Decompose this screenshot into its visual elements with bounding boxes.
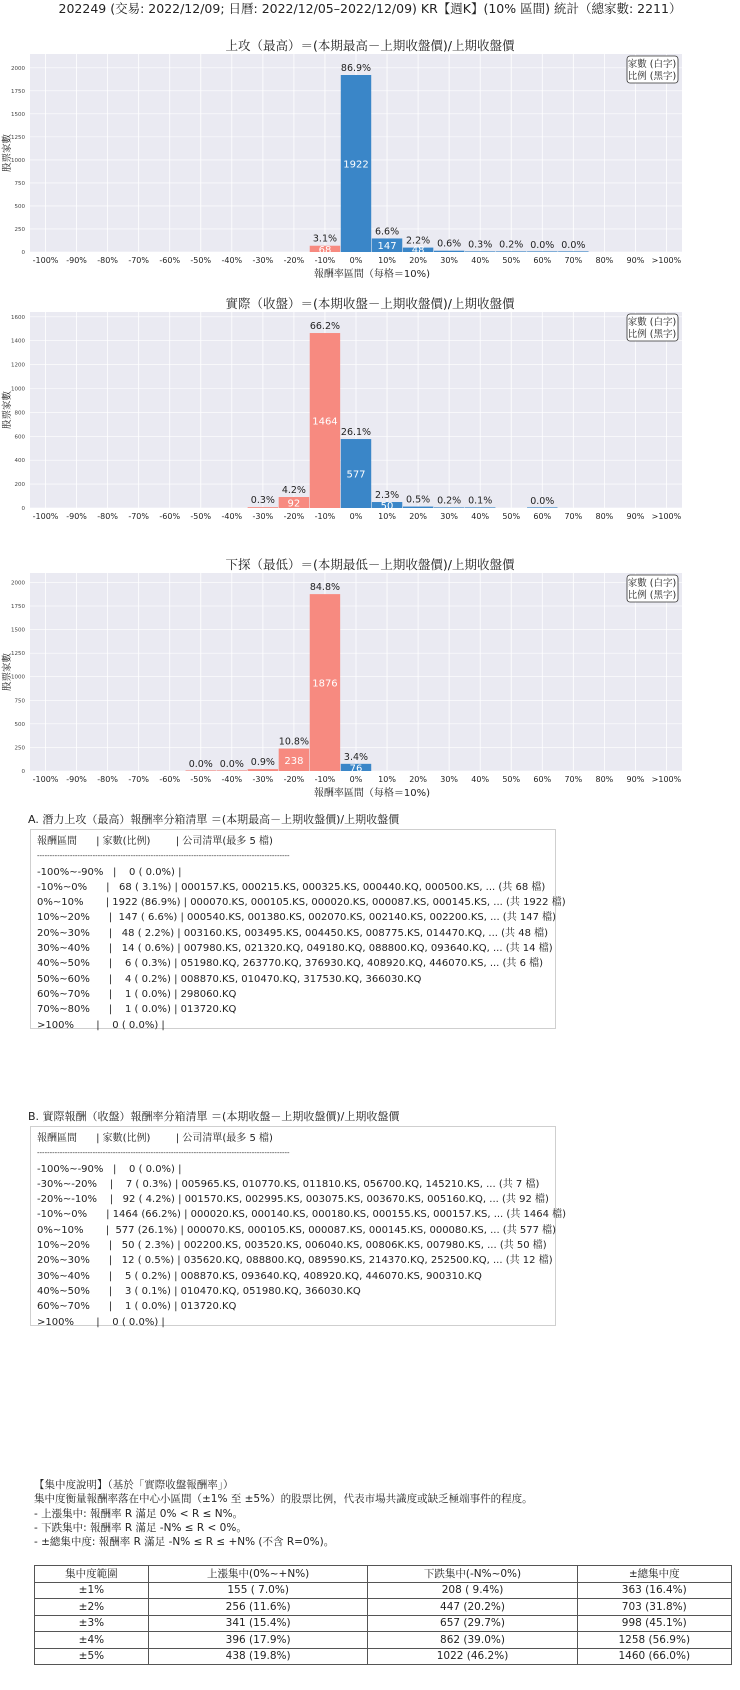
x-tick-label: -50% (190, 256, 212, 265)
y-tick-label: 0 (21, 250, 25, 256)
x-tick-label: -40% (221, 256, 243, 265)
x-tick-label: 20% (409, 775, 427, 784)
x-tick-label: 80% (595, 512, 614, 521)
x-tick-label: -100% (32, 256, 59, 265)
y-tick-label: 0 (21, 506, 25, 512)
legend (627, 575, 678, 602)
table-cell: 862 (39.0%) (368, 1632, 577, 1649)
list-line: 10%~20% | 147 ( 6.6%) | 000540.KS, 001380.KS, 002070.KS, 002140.KS, 002200.KS, ... (共 147 檔) (37, 912, 557, 924)
list-line: -10%~0% | 68 ( 3.1%) | 000157.KS, 000215.KS, 000325.KS, 000440.KQ, 000500.KS, ... (共 68 檔) (37, 881, 546, 893)
percent-label: 26.1% (340, 427, 372, 439)
x-axis-label: 報酬率區間（每格＝10%) (313, 788, 431, 799)
x-tick-label: 20% (409, 512, 427, 521)
x-tick-label: 30% (440, 512, 459, 521)
x-tick-label: -80% (97, 512, 118, 521)
table-cell: 208 ( 9.4%) (368, 1582, 577, 1599)
x-tick-label: 0% (349, 256, 363, 265)
bar (434, 251, 464, 252)
percent-label: 0.1% (468, 495, 493, 507)
x-tick-label: 90% (626, 512, 645, 521)
table-header-row (35, 1566, 732, 1583)
bar (465, 251, 495, 252)
count-label: 147 (377, 241, 397, 253)
x-tick-label: -40% (221, 512, 243, 521)
y-tick-label: 1000 (11, 674, 25, 681)
x-tick-label: -70% (128, 775, 150, 784)
legend-entry: 家數 (白字) (627, 59, 677, 70)
list-line: 20%~30% | 48 ( 2.2%) | 003160.KS, 003495.KS, 004450.KS, 008775.KS, 014470.KQ, ... (共 48 檔) (37, 927, 549, 939)
x-tick-label: 70% (564, 256, 583, 265)
table-cell: 155 ( 7.0%) (148, 1582, 368, 1599)
x-tick-label: 70% (564, 775, 583, 784)
x-tick-label: >100% (651, 256, 682, 265)
percent-label: 0.0% (530, 495, 555, 507)
chart-title: 上攻（最高）＝(本期最高－上期收盤價)/上期收盤價 (225, 38, 515, 53)
x-tick-label: 60% (533, 256, 552, 265)
panel-a-list (30, 829, 566, 1031)
list-line: 報酬區間 | 家數(比例) | 公司清單(最多 5 檔) (37, 836, 273, 847)
x-axis-label: 報酬率區間（每格＝10%) (313, 269, 431, 280)
list-line: 30%~40% | 5 ( 0.2%) | 008870.KS, 093640.KQ, 408920.KQ, 446070.KS, 900310.KQ (37, 1270, 482, 1282)
list-line: 0%~10% | 1922 (86.9%) | 000070.KS, 000105.KS, 000020.KS, 000087.KS, 000145.KS, ... (共 1922 檔) (37, 897, 566, 909)
percent-label: 0.2% (437, 495, 462, 507)
x-tick-label: -90% (66, 256, 87, 265)
table-cell: 657 (29.7%) (368, 1615, 577, 1632)
x-tick-label: -20% (283, 512, 305, 521)
table-cell: 396 (17.9%) (148, 1632, 368, 1649)
y-tick-label: 1200 (11, 362, 25, 369)
list-line: -30%~-20% | 7 ( 0.3%) | 005965.KS, 010770.KS, 011810.KS, 056700.KQ, 145210.KS, ... (共 7 檔) (37, 1178, 540, 1190)
list-line: 報酬區間 | 家數(比例) | 公司清單(最多 5 檔) (37, 1133, 273, 1144)
list-line: 0%~10% | 577 (26.1%) | 000070.KS, 000105.KS, 000087.KS, 000145.KS, 000080.KS, ... (共 577 檔) (37, 1224, 557, 1236)
percent-label: 10.8% (278, 736, 309, 748)
y-tick-label: 1250 (11, 134, 25, 141)
concentration-table (34, 1565, 732, 1665)
table-cell: ±4% (35, 1632, 149, 1649)
table-header-cell: ±總集中度 (577, 1566, 731, 1583)
table-cell: 1022 (46.2%) (368, 1648, 577, 1665)
x-tick-label: -50% (190, 512, 212, 521)
percent-label: 0.9% (250, 757, 275, 769)
concentration-notes (34, 1478, 533, 1549)
x-tick-label: -10% (314, 512, 336, 521)
x-tick-label: 90% (626, 775, 645, 784)
table-cell: 341 (15.4%) (148, 1615, 368, 1632)
chart-title: 實際（收盤）＝(本期收盤－上期收盤價)/上期收盤價 (225, 296, 515, 311)
bar (496, 251, 526, 252)
x-tick-label: 70% (564, 512, 583, 521)
y-tick-label: 0 (21, 769, 25, 775)
percent-label: 0.3% (468, 239, 493, 251)
percent-label: 3.1% (312, 233, 338, 245)
y-tick-label: 250 (14, 226, 25, 233)
table-row (35, 1648, 732, 1665)
table-cell: 438 (19.8%) (148, 1648, 368, 1665)
x-tick-label: -10% (314, 256, 336, 265)
y-axis-label: 股票家數 (2, 133, 13, 173)
table-row (35, 1599, 732, 1616)
legend-entry: 家數 (白字) (627, 317, 677, 328)
count-label: 48 (411, 245, 425, 256)
list-line: 60%~70% | 1 ( 0.0%) | 013720.KQ (37, 1301, 237, 1313)
y-tick-label: 1750 (11, 604, 25, 610)
legend-entry: 家數 (白字) (627, 578, 677, 589)
table-cell: ±1% (35, 1582, 149, 1599)
y-tick-label: 1000 (11, 157, 25, 164)
x-tick-label: -90% (66, 512, 87, 521)
bar (248, 507, 278, 508)
panel-b-title: B. 實際報酬（收盤）報酬率分箱清單 ＝(本期收盤－上期收盤價)/上期收盤價 (28, 1110, 400, 1123)
y-tick-label: 2000 (11, 65, 25, 72)
x-tick-label: 80% (595, 775, 614, 784)
table-header-cell: 下跌集中(-N%~0%) (368, 1566, 577, 1583)
percent-label: 0.2% (499, 239, 524, 251)
percent-label: 4.2% (281, 485, 306, 497)
legend (627, 314, 678, 341)
percent-label: 3.4% (343, 751, 369, 763)
percent-label: 86.9% (340, 62, 372, 74)
list-line: -10%~0% | 1464 (66.2%) | 000020.KS, 000140.KS, 000180.KS, 000155.KS, 000157.KS, ... (共 1464 檔) (37, 1209, 567, 1221)
page-title: 202249 (交易: 2022/12/09; 日曆: 2022/12/05–2022/12/09) KR【週K】(10% 區間) 統計（總家數: 2211） (58, 1, 682, 16)
bar (527, 507, 557, 508)
percent-label: 2.2% (406, 235, 431, 247)
count-label: 76 (349, 763, 363, 775)
bar (403, 507, 433, 508)
y-tick-label: 1000 (11, 386, 25, 393)
percent-label: 0.0% (530, 239, 555, 251)
table-cell: 1258 (56.9%) (577, 1632, 731, 1649)
percent-label: 0.0% (219, 758, 244, 770)
x-tick-label: 40% (471, 256, 490, 265)
x-tick-label: -20% (283, 256, 305, 265)
x-tick-label: >100% (651, 512, 682, 521)
x-tick-label: 10% (378, 775, 396, 784)
list-line: -100%~-90% | 0 ( 0.0%) | (37, 866, 182, 878)
note-line: 【集中度說明】（基於「實際收盤報酬率」） (34, 1479, 234, 1491)
table-cell: 256 (11.6%) (148, 1599, 368, 1616)
table-row (35, 1615, 732, 1632)
table-cell: 998 (45.1%) (577, 1615, 731, 1632)
count-label: 1876 (312, 678, 338, 690)
percent-label: 0.6% (437, 238, 462, 250)
chart-upside-high (0, 38, 740, 292)
table-header-cell: 上漲集中(0%~+N%) (148, 1566, 368, 1583)
x-tick-label: 10% (378, 512, 396, 521)
x-tick-label: 40% (471, 512, 490, 521)
x-tick-label: -80% (97, 256, 118, 265)
count-label: 1922 (343, 159, 369, 171)
percent-label: 0.0% (188, 758, 213, 770)
x-tick-label: >100% (651, 775, 682, 784)
x-tick-label: -60% (159, 512, 181, 521)
count-label: 577 (346, 469, 366, 481)
y-tick-label: 2000 (11, 580, 25, 587)
percent-label: 84.8% (309, 582, 341, 594)
y-axis-label: 股票家數 (2, 390, 13, 430)
table-cell: 447 (20.2%) (368, 1599, 577, 1616)
list-line: 10%~20% | 50 ( 2.3%) | 002200.KS, 003520.KS, 006040.KS, 00806K.KS, 007980.KS, ... (共 50 檔) (37, 1240, 547, 1252)
bar (465, 507, 495, 508)
table-cell: ±3% (35, 1615, 149, 1632)
count-label: 92 (287, 498, 301, 510)
y-tick-label: 1750 (11, 88, 25, 95)
x-tick-label: 10% (378, 256, 396, 265)
x-tick-label: -60% (159, 775, 181, 784)
legend-entry: 比例 (黑字) (627, 71, 677, 82)
bar (527, 251, 557, 252)
list-line: 40%~50% | 6 ( 0.3%) | 051980.KQ, 263770.KQ, 376930.KQ, 408920.KQ, 446070.KS, ... (共 6 檔) (37, 958, 544, 970)
y-tick-label: 200 (14, 482, 25, 489)
count-label: 50 (380, 501, 394, 512)
count-label: 68 (318, 244, 332, 256)
panel-a-title: A. 潛力上攻（最高）報酬率分箱清單 ＝(本期最高－上期收盤價)/上期收盤價 (28, 813, 400, 826)
x-tick-label: -100% (32, 775, 59, 784)
chart-title: 下探（最低）＝(本期最低－上期收盤價)/上期收盤價 (225, 557, 515, 572)
table-cell: ±2% (35, 1599, 149, 1616)
x-tick-label: -90% (66, 775, 87, 784)
table-row (35, 1632, 732, 1649)
bar (186, 770, 216, 771)
list-line: 50%~60% | 4 ( 0.2%) | 008870.KS, 010470.KQ, 317530.KQ, 366030.KQ (37, 973, 422, 985)
x-tick-label: -30% (252, 775, 274, 784)
bar (248, 769, 278, 771)
x-tick-label: -70% (128, 256, 150, 265)
list-line: 30%~40% | 14 ( 0.6%) | 007980.KS, 021320.KQ, 049180.KQ, 088800.KQ, 093640.KQ, ... (共 14 檔) (37, 943, 553, 955)
chart-actual-close (0, 296, 740, 544)
list-line: 40%~50% | 3 ( 0.1%) | 010470.KQ, 051980.KQ, 366030.KQ (37, 1285, 361, 1297)
y-axis-label: 股票家數 (2, 652, 13, 692)
y-tick-label: 750 (14, 698, 25, 705)
y-tick-label: 1400 (11, 338, 25, 345)
x-tick-label: -80% (97, 775, 118, 784)
y-tick-label: 250 (14, 745, 25, 752)
y-tick-label: 1500 (11, 627, 25, 634)
bar (434, 507, 464, 508)
y-tick-label: 500 (14, 721, 25, 728)
x-tick-label: 60% (533, 775, 552, 784)
x-tick-label: 20% (409, 256, 427, 265)
list-line: -20%~-10% | 92 ( 4.2%) | 001570.KS, 002995.KS, 003075.KS, 003670.KS, 005160.KQ, ... (共 92 檔) (37, 1194, 549, 1206)
y-tick-label: 600 (14, 434, 25, 441)
x-tick-label: 0% (349, 775, 363, 784)
count-label: 1464 (312, 416, 338, 428)
list-line: 20%~30% | 12 ( 0.5%) | 035620.KQ, 088800.KQ, 089590.KS, 214370.KQ, 252500.KQ, ... (共 12 檔) (37, 1255, 553, 1267)
list-line: 60%~70% | 1 ( 0.0%) | 298060.KQ (37, 988, 237, 1000)
list-line: >100% | 0 ( 0.0%) | (37, 1316, 165, 1328)
list-line: ---------------------------------------------------------------------------------------------------- (37, 1149, 290, 1158)
percent-label: 0.3% (250, 495, 275, 507)
x-tick-label: 90% (626, 256, 645, 265)
y-tick-label: 1500 (11, 111, 25, 118)
x-tick-label: -50% (190, 775, 212, 784)
note-line: 集中度衡量報酬率落在中心小區間（±1% 至 ±5%）的股票比例，代表市場共識度或缺乏極端事件的程度。 (34, 1493, 533, 1506)
list-line: -100%~-90% | 0 ( 0.0%) | (37, 1163, 182, 1175)
list-line: 70%~80% | 1 ( 0.0%) | 013720.KQ (37, 1004, 237, 1016)
legend-entry: 比例 (黑字) (627, 329, 677, 340)
percent-label: 2.3% (374, 490, 400, 502)
x-tick-label: 30% (440, 775, 459, 784)
count-label: 238 (284, 755, 304, 767)
x-tick-label: 50% (502, 775, 521, 784)
percent-label: 66.2% (309, 321, 341, 333)
x-tick-label: 0% (349, 512, 363, 521)
note-line: - ±總集中度: 報酬率 R 滿足 -N% ≤ R ≤ +N% (不含 R=0%)。 (34, 1536, 335, 1549)
x-tick-label: 50% (502, 512, 521, 521)
table-cell: 363 (16.4%) (577, 1582, 731, 1599)
table-cell: 1460 (66.0%) (577, 1648, 731, 1665)
table-header-cell: 集中度範圍 (35, 1566, 149, 1583)
legend (627, 56, 678, 83)
panel-b-list (30, 1126, 567, 1328)
x-tick-label: 50% (502, 256, 521, 265)
x-tick-label: 30% (440, 256, 459, 265)
x-tick-label: -60% (159, 256, 181, 265)
y-tick-label: 800 (14, 410, 25, 417)
x-tick-label: -30% (252, 512, 274, 521)
table-cell: 703 (31.8%) (577, 1599, 731, 1616)
bar (217, 770, 247, 771)
x-tick-label: -10% (314, 775, 336, 784)
y-tick-label: 400 (14, 458, 25, 465)
x-tick-label: -70% (128, 512, 150, 521)
y-tick-label: 500 (14, 203, 25, 210)
chart-downside-low (0, 557, 740, 811)
x-tick-label: -100% (32, 512, 59, 521)
x-tick-label: -30% (252, 256, 274, 265)
x-tick-label: -20% (283, 775, 305, 784)
y-tick-label: 1600 (11, 314, 25, 321)
legend-entry: 比例 (黑字) (627, 590, 677, 601)
percent-label: 0.0% (561, 239, 586, 251)
list-line: >100% | 0 ( 0.0%) | (37, 1019, 165, 1031)
x-tick-label: 40% (471, 775, 490, 784)
percent-label: 0.5% (406, 494, 431, 506)
x-tick-label: 80% (595, 256, 614, 265)
percent-label: 6.6% (374, 226, 400, 238)
y-tick-label: 750 (14, 180, 25, 187)
x-tick-label: -40% (221, 775, 243, 784)
y-tick-label: 1250 (11, 651, 25, 658)
x-tick-label: 60% (533, 512, 552, 521)
table-cell: ±5% (35, 1648, 149, 1665)
note-line: - 上漲集中: 報酬率 R 滿足 0% < R ≤ N%。 (34, 1507, 244, 1520)
bar (558, 251, 588, 252)
list-line: ---------------------------------------------------------------------------------------------------- (37, 852, 290, 861)
table-row (35, 1582, 732, 1599)
note-line: - 下跌集中: 報酬率 R 滿足 -N% ≤ R < 0%。 (34, 1521, 247, 1534)
